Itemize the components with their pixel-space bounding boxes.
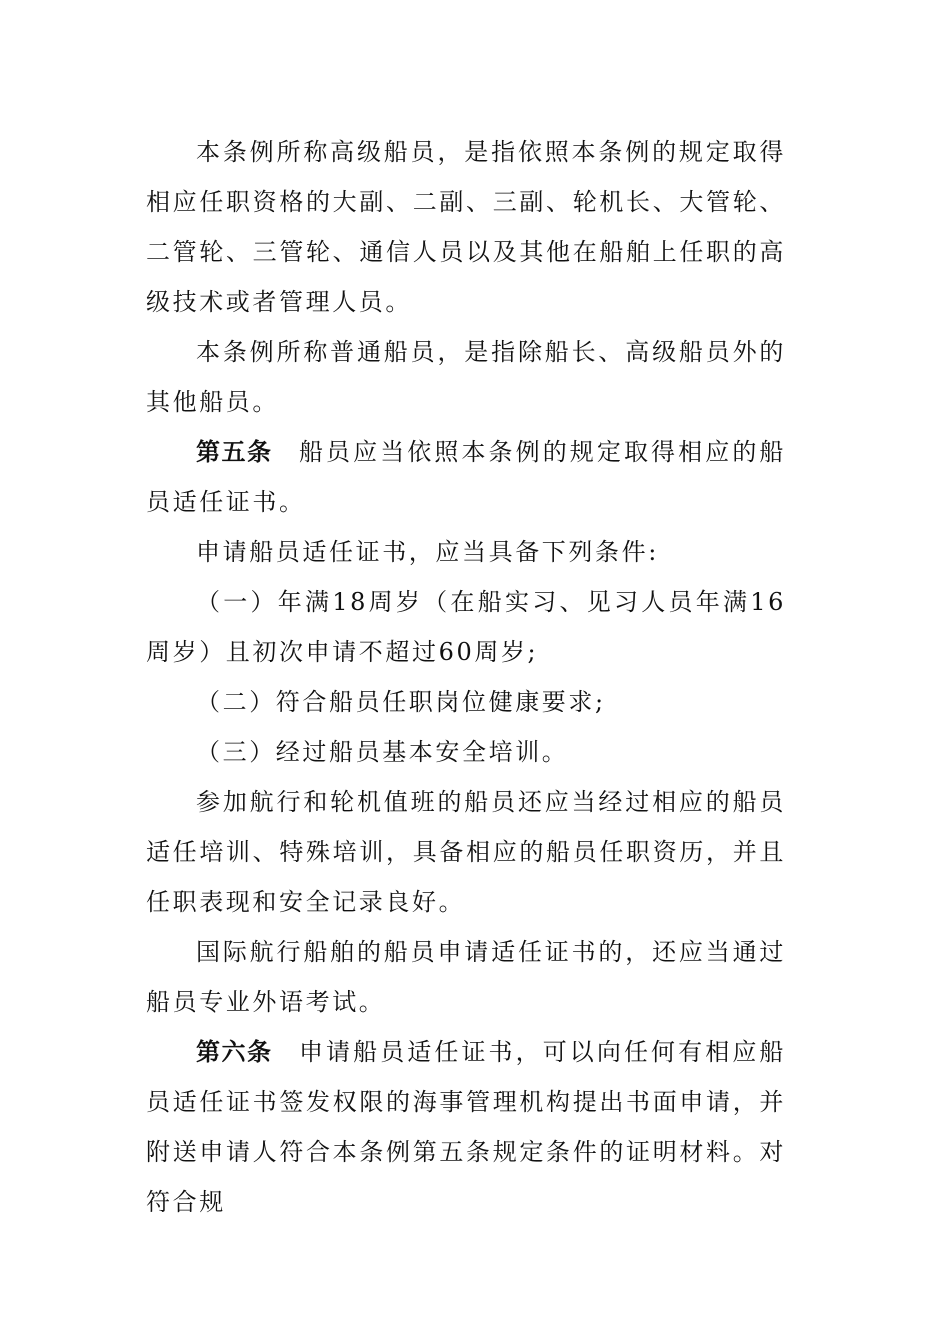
paragraph-application-conditions [146,527,786,577]
condition-item-1 [146,577,786,677]
paragraph-text: 本条例所称高级船员，是指依照本条例的规定取得相应任职资格的大副、二副、三副、轮机长、大管轮、二管轮、三管轮、通信人员以及其他在船舶上任职的高级技术或者管理人员。 [146,138,786,316]
paragraph-text: （一）年满18周岁（在船实习、见习人员年满16周岁）且初次申请不超过60周岁; [146,588,786,666]
paragraph-text: 参加航行和轮机值班的船员还应当经过相应的船员适任培训、特殊培训，具备相应的船员任职资历，并且任职表现和安全记录良好。 [146,788,786,916]
paragraph-text: 本条例所称普通船员，是指除船长、高级船员外的其他船员。 [146,338,786,416]
paragraph-text: （二）符合船员任职岗位健康要求; [196,688,606,716]
paragraph-foreign-language-exam [146,927,786,1027]
paragraph-text: （三）经过船员基本安全培训。 [196,738,569,766]
paragraph-ordinary-crew-definition [146,327,786,427]
condition-item-3 [146,727,786,777]
article-heading: 第五条 [196,438,273,466]
paragraph-senior-crew-definition [146,127,786,327]
article-5 [146,427,786,527]
article-heading: 第六条 [196,1038,273,1066]
paragraph-text: 船员应当依照本条例的规定取得相应的船员适任证书。 [146,438,786,516]
paragraph-watchkeeping-requirements [146,777,786,927]
condition-item-2 [146,677,786,727]
paragraph-text: 申请船员适任证书，可以向任何有相应船员适任证书签发权限的海事管理机构提出书面申请，并附送申请人符合本条例第五条规定条件的证明材料。对符合规 [146,1038,786,1216]
document-body [146,127,786,1227]
paragraph-text: 申请船员适任证书，应当具备下列条件: [196,538,659,566]
article-6 [146,1027,786,1227]
paragraph-text: 国际航行船舶的船员申请适任证书的，还应当通过船员专业外语考试。 [146,938,786,1016]
